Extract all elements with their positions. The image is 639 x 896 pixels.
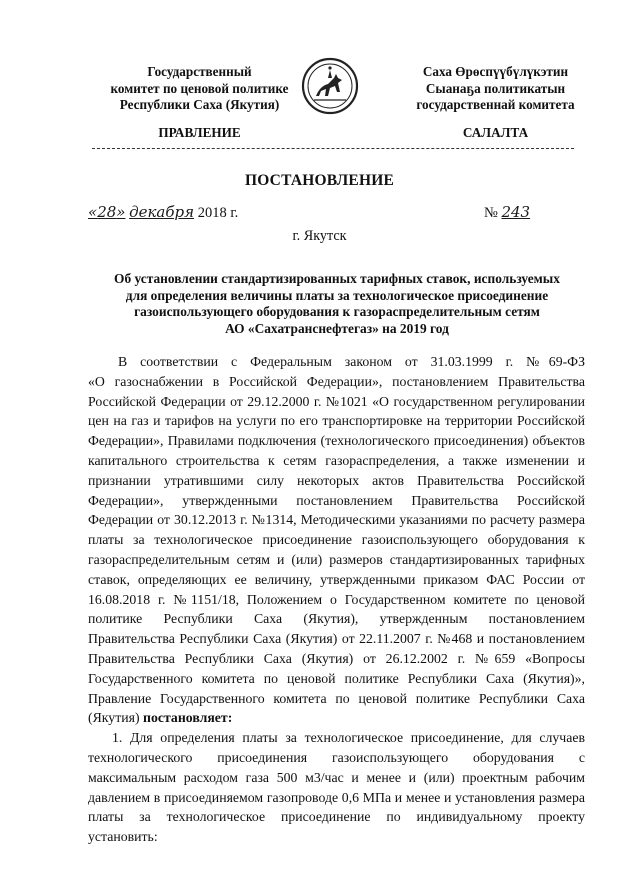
- body-line: Правительства Республики Саха (Якутия) от 26.12.2002 г. №659 «Вопросы: [88, 650, 585, 666]
- body-line: признании утратившими силу некоторых актов Правительства Российской: [88, 472, 585, 488]
- body-line: политике Республики Саха (Якутия), утвержденным постановлением: [88, 611, 585, 627]
- body-line: газораспределительным сетям и (или) размеров стандартизированных тарифных: [88, 551, 585, 567]
- body-line: «О газоснабжении в Российской Федерации», постановлением Правительства: [88, 373, 585, 389]
- number-prefix: №: [484, 205, 498, 221]
- item1-line: давлением в присоединяемом газопроводе 0,6 МПа и менее и установления размера: [88, 789, 585, 805]
- subject-line: для определения величины платы за технологическое присоединение: [125, 287, 549, 303]
- body-line: 16.08.2018 г. №1151/18, Положением о Государственном комитете по ценовой: [88, 591, 585, 607]
- date-month: декабря: [129, 203, 195, 221]
- body-line: капитального строительства к сетям газораспределения, а также изменении и: [88, 452, 585, 468]
- header-right-org: [388, 64, 603, 114]
- body-line: ставок, определяющих ее величину, утвержденными приказом ФАС России от: [88, 571, 585, 587]
- header-right-line: Саха Өрөспүүбүлүкэтин: [422, 64, 569, 79]
- document-city: г. Якутск: [292, 228, 347, 244]
- dept-left-label: ПРАВЛЕНИЕ: [158, 125, 241, 140]
- subject-line: АО «Сахатранснефтегаз» на 2019 год: [225, 320, 449, 336]
- body-line-last: [88, 708, 585, 728]
- date-open-quote: «: [88, 203, 98, 221]
- document-title: ПОСТАНОВЛЕНИЕ: [244, 172, 395, 189]
- subject-line: газоиспользующего оборудования к газораспределительным сетям: [134, 304, 540, 319]
- item1-line: максимальным расходом газа 500 м3/час и менее и (или) проектным рабочим: [88, 769, 585, 785]
- item1-line: 1. Для определения платы за технологическое присоединение, для случаев: [112, 730, 585, 746]
- body-line: В соответствии с Федеральным законом от 31.03.1999 г. №69-ФЗ: [118, 354, 585, 369]
- document-body: [88, 352, 585, 847]
- document-number: [484, 203, 530, 222]
- body-line: Правительства Республики Саха (Якутия) от 22.11.2007 г. №468 и постановлением: [88, 631, 585, 647]
- header-left-line: Республики Саха (Якутия): [119, 97, 280, 112]
- body-line: Федерации от 30.12.2013 г. №1314, Методическими указаниями по расчету размера: [88, 512, 585, 528]
- document-subject: [90, 271, 584, 337]
- header-divider: [92, 148, 574, 149]
- header-left-org: [92, 64, 307, 114]
- date-close-quote: »: [116, 203, 126, 221]
- body-line: Федерации», утвержденными постановлением Правительства Российской: [88, 492, 585, 508]
- body-line: Государственного комитета по ценовой политике Республики Саха (Якутия)»,: [88, 670, 585, 686]
- coat-of-arms-emblem-icon: [300, 56, 360, 116]
- resolves-keyword: постановляет:: [143, 710, 233, 726]
- header-right-line: Сыанаҕа политикатын: [425, 80, 566, 96]
- body-line: Правление Государственного комитета по ценовой политике Республики Саха: [88, 690, 585, 706]
- body-line: Федерации», Правилами подключения (технологического присоединения) объектов: [88, 433, 585, 449]
- subject-line: Об установлении стандартизированных тарифных ставок, используемых: [114, 271, 560, 286]
- date-day: 28: [97, 203, 117, 221]
- body-line: цен на газ и тарифов на услуги по его транспортировке на территории Российской: [88, 413, 585, 429]
- body-line-end: (Якутия): [88, 710, 144, 726]
- body-line: Российской Федерации от 29.12.2000 г. №1021 «О государственном регулировании: [88, 393, 585, 409]
- item1-line: технологического присоединения газоиспользующего оборудования с: [88, 749, 585, 765]
- dept-right-label: САЛАЛТА: [462, 125, 529, 140]
- item1-line: установить:: [88, 829, 158, 845]
- header-right-line: государственнай комитета: [416, 97, 575, 112]
- document-date: [88, 203, 238, 222]
- date-year: 2018 г.: [194, 205, 239, 221]
- header-left-line: Государственный: [147, 64, 252, 79]
- body-line: платы за технологическое присоединение газоиспользующего оборудования к: [88, 532, 585, 548]
- header-left-line: комитет по ценовой политике: [110, 80, 289, 96]
- number-value: 243: [501, 203, 531, 221]
- item1-line: платы за технологическое присоединение по индивидуальному проекту: [88, 809, 585, 825]
